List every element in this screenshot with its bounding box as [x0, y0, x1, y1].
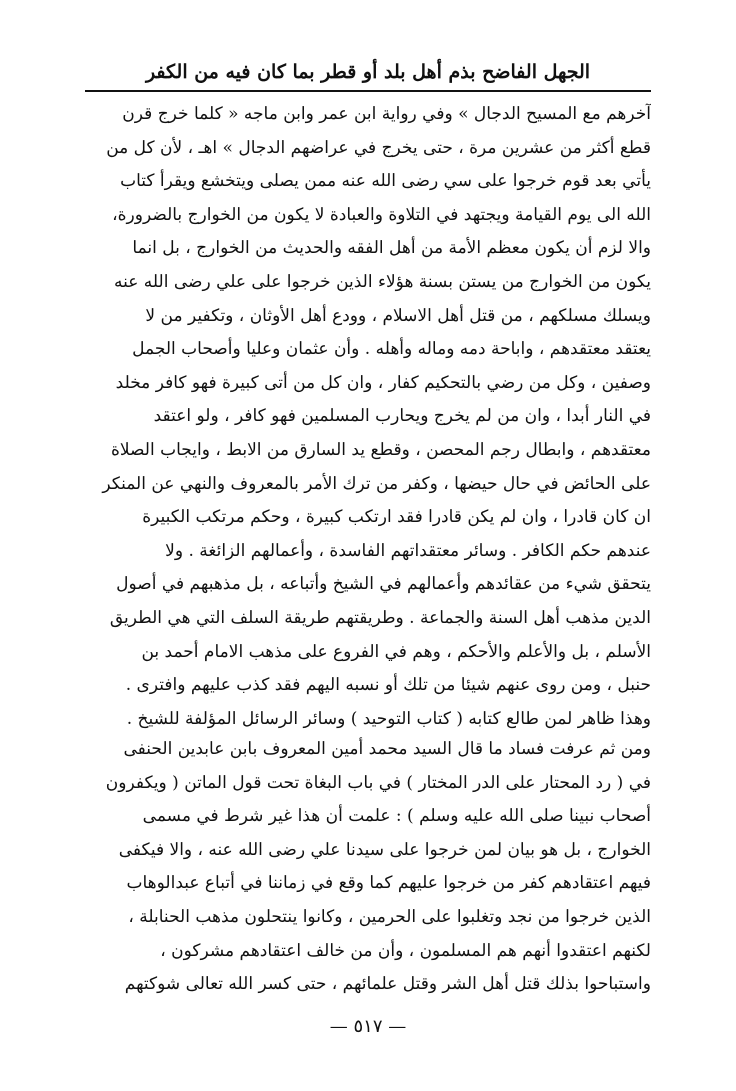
text-line: معتقدهم ، وابطال رجم المحصن ، وقطع يد السارق من الابط ، وايجاب الصلاة [111, 439, 651, 460]
page-number: — ٥١٧ — [329, 1016, 407, 1037]
text-line: واستباحوا بذلك قتل أهل الشر وقتل علمائهم ، حتى كسر الله تعالى شوكتهم [124, 974, 651, 995]
text-line: الدين مذهب أهل السنة والجماعة . وطريقتهم طريقة السلف التي هي الطريق [109, 607, 651, 628]
text-line: الخوارج ، بل هو بيان لمن خرجوا على سيدنا علي رضى الله عنه ، والا فيكفى [118, 839, 651, 860]
text-line: يتحقق شيء من عقائدهم وأعمالهم في الشيخ وأتباعه ، بل مذهبهم في أصول [116, 574, 651, 595]
text-line: آخرهم مع المسيح الدجال » وفي رواية ابن عمر وابن ماجه « كلما خرج قرن [122, 104, 651, 124]
text-line: في ( رد المحتار على الدر المختار ) في باب البغاة تحت قول الماتن ( ويكفرون [105, 772, 651, 793]
paragraph-2 [85, 733, 651, 1002]
paragraph-1 [85, 98, 651, 736]
text-line: وهذا ظاهر لمن طالع كتابه ( كتاب التوحيد ) وسائر الرسائل المؤلفة للشيخ . [126, 708, 651, 729]
text-line: عندهم حكم الكافر . وسائر معتقداتهم الفاسدة ، وأعمالهم الزائغة . ولا [165, 540, 651, 561]
text-line: والا لزم أن يكون معظم الأمة من أهل الفقه والحديث من الخوارج ، بل انما [132, 238, 651, 259]
text-line: ومن ثم عرفت فساد ما قال السيد محمد أمين المعروف بابن عابدين الحنفى [123, 739, 651, 759]
text-line: يعتقد معتقدهم ، واباحة دمه وماله وأهله . وأن عثمان وعليا وأصحاب الجمل [132, 339, 651, 360]
text-line: وصفين ، وكل من رضي بالتحكيم كفار ، وان كل من أتى كبيرة فهو كافر مخلد [115, 372, 651, 393]
text-line: حنبل ، ومن روى عنهم شيئا من تلك أو نسبه اليهم فقد كذب عليهم وافترى . [125, 675, 651, 696]
text-line: قطع أكثر من عشرين مرة ، حتى يخرج في عراضهم الدجال » اهـ ، لأن كل من [106, 137, 651, 158]
text-line: على الحائض في حال حيضها ، وكفر من ترك الأمر بالمعروف والنهي عن المنكر [102, 473, 651, 494]
text-line: لكنهم اعتقدوا أنهم هم المسلمون ، وأن من خالف اعتقادهم مشركون ، [160, 940, 651, 961]
text-line: أصحاب نبينا صلى الله عليه وسلم ) : علمت أن هذا غير شرط في مسمى [142, 806, 651, 827]
text-line: الأسلم ، بل والأعلم والأحكم ، وهم في الفروع على مذهب الامام أحمد بن [141, 641, 651, 662]
page-header-title: الجهل الفاضح بذم أهل بلد أو قطر بما كان فيه من الكفر [145, 61, 591, 83]
text-line: ان كان قادرا ، وان لم يكن قادرا فقد ارتكب كبيرة ، وحكم مرتكب الكبيرة [142, 507, 651, 528]
text-line: ويسلك مسلكهم ، من قتل أهل الاسلام ، وودع أهل الأوثان ، وتكفير من لا [145, 305, 651, 326]
text-line: فيهم اعتقادهم كفر من خرجوا عليهم كما وقع في زماننا في أتباع عبدالوهاب [126, 873, 651, 894]
text-line: يأتي بعد قوم خرجوا على سي رضى الله عنه ممن يصلى ويتخشع ويقرأ كتاب [120, 171, 651, 192]
header-divider [85, 90, 651, 92]
text-line: يكون من الخوارج من يستن بسنة هؤلاء الذين خرجوا على علي رضى الله عنه [114, 271, 651, 292]
text-line: في النار أبدا ، وان من لم يخرج ويحارب المسلمين فهو كافر ، ولو اعتقد [153, 406, 651, 427]
text-line: الذين خرجوا من نجد وتغلبوا على الحرمين ، وكانوا ينتحلون مذهب الحنابلة ، [128, 906, 651, 927]
text-line: الله الى يوم القيامة ويجتهد في التلاوة والعبادة لا يكون من الخوارج بالضرورة، [112, 204, 651, 225]
